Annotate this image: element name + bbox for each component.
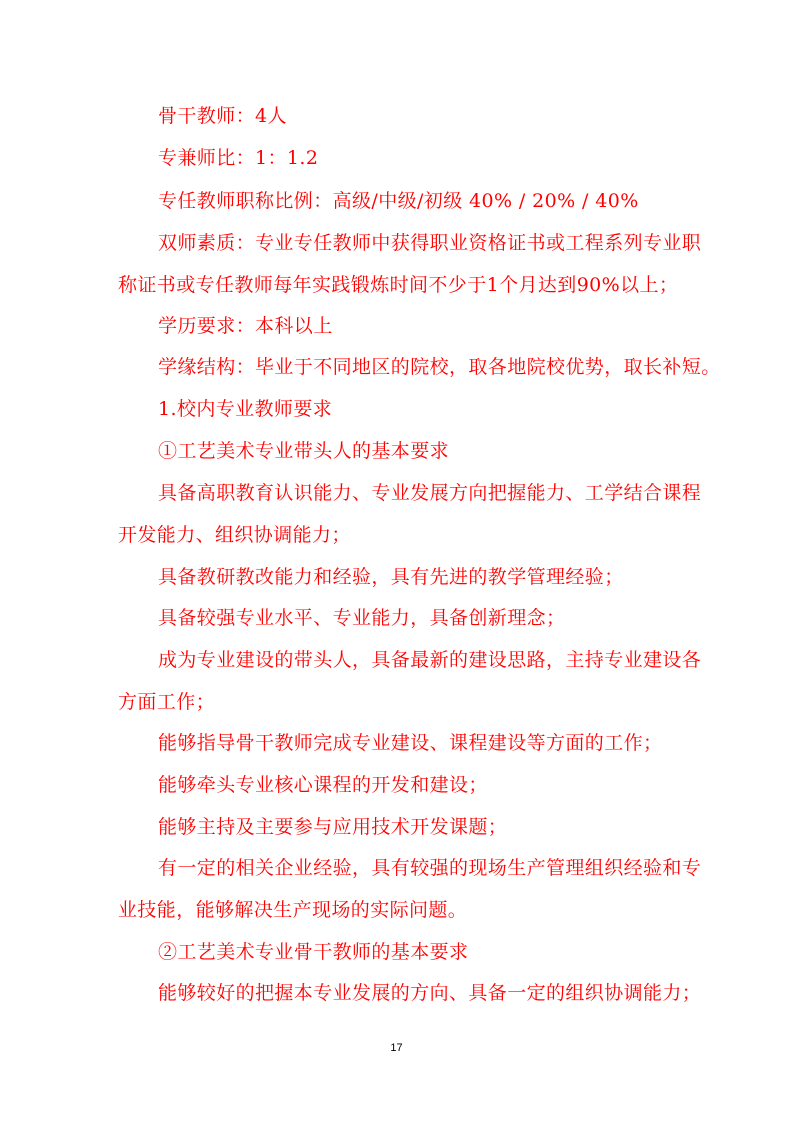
text-line: 骨干教师：4人	[158, 105, 287, 127]
text-line: 具备较强专业水平、专业能力，具备创新理念；	[158, 607, 566, 629]
text-line: 学历要求：本科以上	[158, 315, 333, 337]
text-line: 能够指导骨干教师完成专业建设、课程建设等方面的工作；	[158, 732, 663, 754]
text-line: 能够牵头专业核心课程的开发和建设；	[158, 774, 488, 796]
page-number: 17	[390, 1042, 403, 1054]
text-line: 具备教研教改能力和经验，具有先进的教学管理经验；	[158, 566, 624, 588]
section-heading: 1.校内专业教师要求	[158, 398, 333, 420]
text-line: 有一定的相关企业经验，具有较强的现场生产管理组织经验和专	[158, 857, 702, 879]
text-line: 成为专业建设的带头人，具备最新的建设思路，主持专业建设各	[158, 649, 702, 671]
text-line: 称证书或专任教师每年实践锻炼时间不少于1个月达到90%以上；	[118, 274, 679, 296]
text-line: 能够主持及主要参与应用技术开发课题；	[158, 816, 508, 838]
text-line: 业技能，能够解决生产现场的实际问题。	[118, 899, 468, 921]
text-line: 双师素质：专业专任教师中获得职业资格证书或工程系列专业职	[158, 232, 702, 254]
subsection-heading: ②工艺美术专业骨干教师的基本要求	[158, 941, 469, 963]
text-line: 专兼师比：1：1.2	[158, 147, 319, 169]
text-line: 方面工作；	[118, 691, 216, 713]
subsection-heading: ①工艺美术专业带头人的基本要求	[158, 440, 450, 462]
text-line: 能够较好的把握本专业发展的方向、具备一定的组织协调能力；	[158, 982, 702, 1004]
text-line: 学缘结构：毕业于不同地区的院校，取各地院校优势，取长补短。	[158, 356, 721, 378]
text-line: 专任教师职称比例：高级/中级/初级 40% / 20% / 40%	[158, 190, 639, 212]
text-line: 具备高职教育认识能力、专业发展方向把握能力、工学结合课程	[158, 482, 702, 504]
text-line: 开发能力、组织协调能力；	[118, 524, 351, 546]
